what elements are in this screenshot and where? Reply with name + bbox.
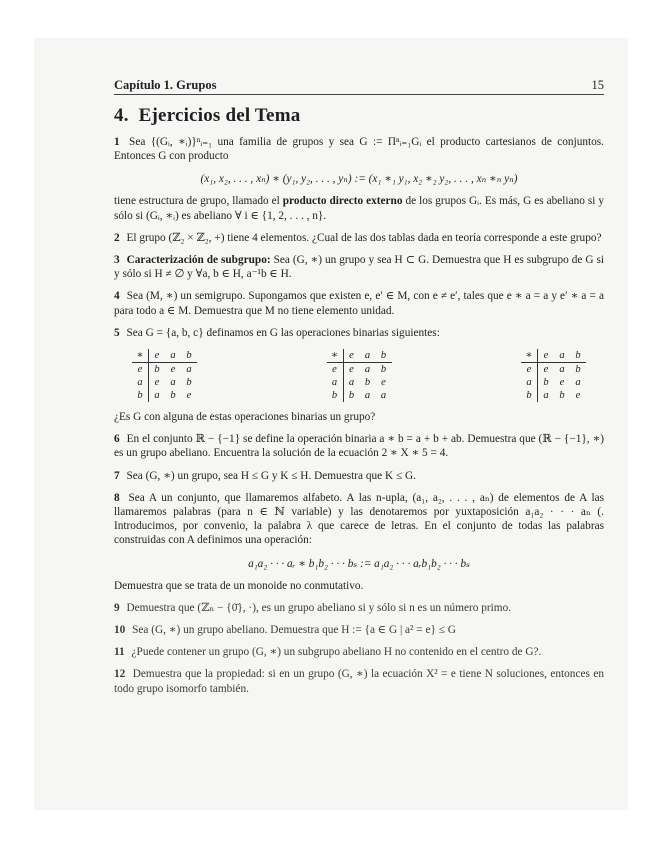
exercise-11	[114, 645, 604, 659]
table-cell: a	[554, 349, 570, 363]
exercise-text: En el conjunto ℝ − {−1} se define la operación binaria a ∗ b = a + b + ab. Demuestra que (ℝ − {−1}, ∗) es un grupo abeliano. Encuentra la solución de la ecuación 2 ∗ X ∗ 5 = 4.	[114, 433, 604, 460]
table-cell: e	[538, 349, 555, 363]
page-header	[114, 78, 604, 95]
table-cell: a	[154, 390, 160, 402]
exercise-text: Sea (M, ∗) un semigrupo. Supongamos que existen e, e′ ∈ M, con e ≠ e′, tales que e ∗ a = a y e′ ∗ a = a para todo a ∈ M. Demuestra que M no tiene elemento unidad.	[114, 290, 604, 317]
table-cell: e	[170, 364, 176, 376]
table-cell: b	[154, 364, 160, 376]
exercise-6	[114, 432, 604, 460]
table-cell: a	[575, 377, 581, 389]
document-page	[34, 38, 628, 810]
exercise-8-conclusion: Demuestra que se trata de un monoide no conmutativo.	[114, 579, 364, 592]
exercise-number: 3	[114, 254, 120, 267]
table-cell: e	[521, 363, 538, 377]
table-cell: a	[348, 377, 355, 389]
exercise-text: tiene estructura de grupo, llamado el	[114, 195, 280, 208]
table-cell: ∗	[521, 349, 538, 363]
table-cell: b	[132, 389, 149, 402]
table-cell: a	[165, 349, 181, 363]
exercise-1	[114, 135, 604, 163]
table-cell: e	[543, 364, 549, 376]
exercise-number: 11	[114, 646, 125, 659]
section-title: Ejercicios del Tema	[138, 105, 301, 126]
exercise-text: Demuestra que la propiedad: si en un grupo (G, ∗) la ecuación X² = e tiene N soluciones, entonces en todo grupo isomorfo también.	[114, 668, 604, 695]
table-cell: b	[521, 389, 538, 402]
table-cell: e	[559, 377, 565, 389]
operation-table-1	[132, 349, 197, 402]
exercise-9	[114, 601, 604, 615]
term-bold: Caracterización de subgrupo:	[126, 254, 271, 267]
table-cell: b	[570, 349, 586, 363]
operation-tables	[132, 349, 586, 402]
term-bold: producto directo externo	[282, 195, 403, 208]
table-cell: e	[149, 349, 166, 363]
exercise-number: 8	[114, 491, 120, 504]
table-cell: b	[559, 390, 565, 402]
exercise-text: Demuestra que (ℤₙ − {0̄}, ·), es un grupo abeliano si y sólo si n es un número primo.	[126, 601, 512, 614]
exercise-7	[114, 469, 604, 483]
table-cell: e	[349, 364, 354, 376]
exercise-12	[114, 667, 604, 695]
exercise-text: ¿Puede contener un grupo (G, ∗) un subgrupo abeliano H no contenido en el centro de G?.	[131, 646, 542, 659]
table-cell: b	[380, 364, 387, 376]
exercise-number: 9	[114, 601, 120, 614]
table-cell: a	[364, 364, 371, 376]
table-cell: e	[575, 390, 581, 402]
section-number: 4.	[114, 105, 129, 126]
operation-table-2	[327, 349, 392, 402]
chapter-title: Capítulo 1. Grupos	[114, 78, 217, 92]
exercise-number: 10	[114, 624, 126, 637]
table-cell: b	[327, 389, 344, 402]
exercise-number: 12	[114, 668, 126, 681]
table-cell: a	[132, 376, 149, 389]
table-cell: b	[186, 377, 192, 389]
exercise-10	[114, 623, 604, 637]
exercise-text: Sea {(Gᵢ, ∗ᵢ)}ⁿᵢ₌₁ una familia de grupos y sea G := Πⁿᵢ₌₁Gᵢ el producto cartesianos de conjuntos. Entonces G con producto	[114, 136, 605, 163]
exercise-text: Sea G = {a, b, c} definamos en G las operaciones binarias siguientes:	[126, 326, 440, 339]
exercise-number: 4	[114, 290, 120, 303]
exercise-text: Sea (G, ∗) un grupo, sea H ≤ G y K ≤ H. Demuestra que K ≤ G.	[126, 469, 416, 482]
table-cell: a	[186, 364, 192, 376]
table-cell: e	[132, 363, 149, 377]
table-cell: e	[327, 363, 344, 377]
table-cell: e	[381, 377, 386, 389]
exercise-3	[114, 253, 604, 281]
table-cell: a	[380, 390, 387, 402]
exercise-number: 2	[114, 231, 120, 244]
exercise-5	[114, 326, 604, 340]
table-cell: ∗	[327, 349, 344, 363]
exercise-4	[114, 289, 604, 317]
table-cell: ∗	[132, 349, 149, 363]
exercise-1-continued	[114, 194, 604, 222]
table-cell: b	[575, 364, 581, 376]
page-number: 15	[591, 78, 604, 92]
table-cell: a	[327, 376, 344, 389]
table-cell: b	[543, 377, 549, 389]
exercise-text: El grupo (ℤ₂ × ℤ₂, +) tiene 4 elementos. ¿Cual de las dos tablas dada en teoría corresponde a este grupo?	[126, 231, 602, 244]
page-content	[114, 78, 604, 696]
table-cell: a	[521, 376, 538, 389]
exercise-number: 5	[114, 326, 120, 339]
exercise-2	[114, 231, 604, 245]
exercise-text: Sea (G, ∗) un grupo y sea H ⊂ G. Demuestra que H es subgrupo de G si y sólo si H ≠ ∅ y ∀a, b ∈ H, a⁻¹b ∈ H.	[114, 254, 604, 281]
exercise-number: 7	[114, 469, 120, 482]
table-cell: e	[186, 390, 192, 402]
operation-table-3	[521, 349, 586, 402]
table-cell: b	[170, 390, 176, 402]
table-cell: b	[181, 349, 197, 363]
table-cell: a	[170, 377, 176, 389]
table-cell: b	[348, 390, 355, 402]
section-heading	[114, 105, 604, 127]
table-cell: a	[364, 390, 371, 402]
table-cell: b	[364, 377, 371, 389]
exercise-text: Sea (G, ∗) un grupo abeliano. Demuestra que H := {a ∈ G | a² = e} ≤ G	[132, 624, 456, 637]
exercise-number: 6	[114, 433, 120, 446]
table-cell: e	[154, 377, 160, 389]
exercise-text: de los grupos Gᵢ. Es más, G es abeliano si y sólo si (Gᵢ, ∗ᵢ) es abeliano ∀ i ∈ {1, 2, . . . , n}.	[114, 195, 605, 222]
exercise-text: Sea A un conjunto, que llamaremos alfabeto. A las n-upla, (a₁, a₂, . . . , aₙ) de elementos de A las llamaremos palabras (para n ∈ ℕ variable) y las denotaremos por yuxtaposición a₁a₂ · · · aₙ (. Introducimos, por convenio, la palabra λ que carece de letras. En el conjunto de todas las palabras construidas con A definimos una operación:	[114, 491, 605, 547]
table-cell: a	[543, 390, 549, 402]
exercise-5-question: ¿Es G con alguna de estas operaciones binarias un grupo?	[114, 411, 376, 424]
equation-concatenation: a₁a₂ · · · aᵣ ∗ b₁b₂ · · · bₛ := a₁a₂ · · · aᵣb₁b₂ · · · bₛ	[248, 557, 470, 570]
table-cell: b	[376, 349, 392, 363]
exercise-8	[114, 491, 604, 548]
table-cell: a	[559, 364, 565, 376]
exercise-number: 1	[114, 136, 120, 148]
table-cell: a	[360, 349, 376, 363]
table-cell: e	[343, 349, 360, 363]
equation-direct-product: (x₁, x₂, . . . , xₙ) ∗ (y₁, y₂, . . . , yₙ) := (x₁ ∗₁ y₁, x₂ ∗₂ y₂, . . . , xₙ ∗ₙ yₙ)	[200, 173, 518, 186]
